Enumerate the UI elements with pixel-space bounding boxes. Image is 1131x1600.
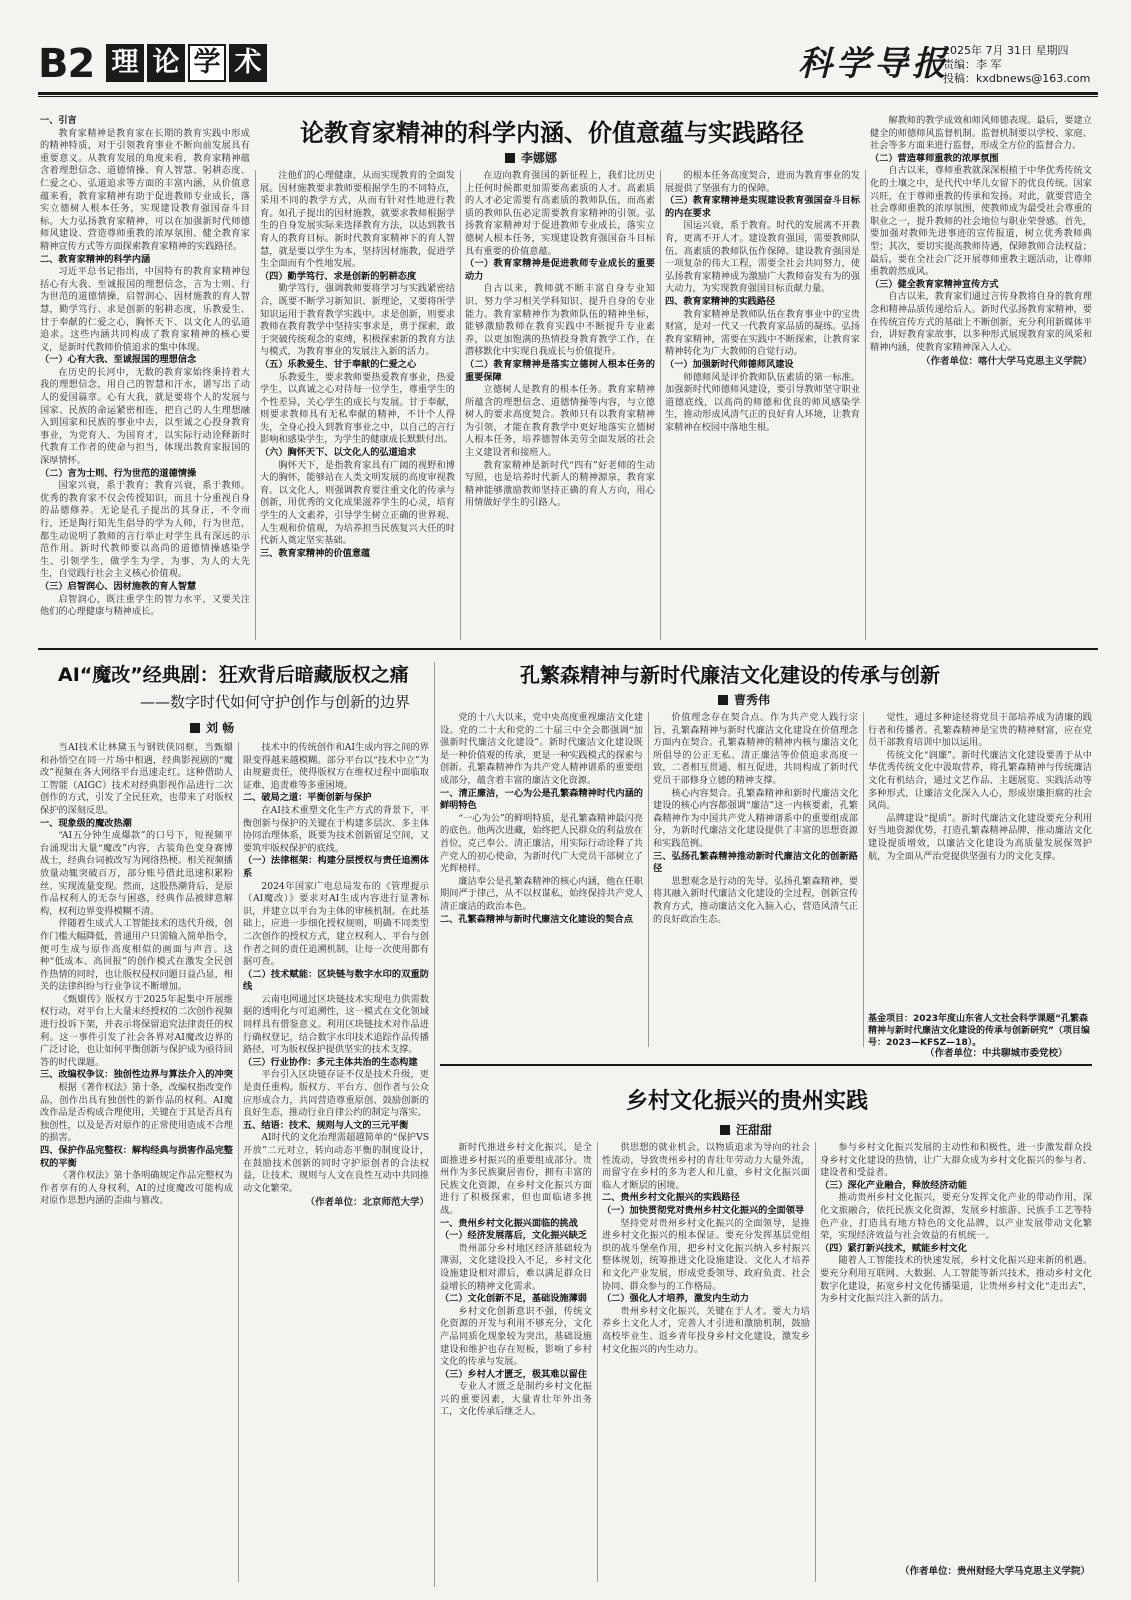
section-heading: 二、教育家精神的科学内涵 [40, 253, 151, 265]
section-heading: 四、保护作品完整权：解构经典与损害作品完整权的平衡 [40, 1145, 233, 1169]
section-heading: （二）言为士则、行为世范的道德情操 [40, 467, 197, 479]
section-title-char: 术 [229, 44, 267, 82]
column-divider [238, 742, 239, 1582]
column-divider [815, 1142, 816, 1582]
article-3-col-1: 党的十八大以来，党中央高度重视廉洁文化建设。党的二十大和党的二十届三中全会都强调“加强新时代廉洁文化建设”。新时代廉洁文化建设既是一种价值观的传承，更是一种实践模式的探索与创新。孔繁森精神作为共产党人精神谱系的重要组成部分，蕴含着丰富的廉洁文化资源。 一、清正廉洁，一心为公是孔繁森精神时代内涵的鲜明特色 “一心为公”的鲜明特质，是孔繁森精神最闪亮的底色。他两次进藏，始终把人民群众的利益放在首位，克己奉公、清正廉洁，用实际行动诠释了共产党人的初心使命，为新时代广大党员干部树立了光辉榜样。 廉洁奉公是孔繁森精神的核心内涵，他在任职期间严于律己，从不以权谋私，始终保持共产党人清正廉洁的政治本色。 二、孔繁森精神与新时代廉洁文化建设的契合点 [440, 712, 643, 925]
section-heading: 一、清正廉洁，一心为公是孔繁森精神时代内涵的鲜明特色 [440, 787, 643, 812]
column-divider [255, 170, 256, 640]
section-heading: （一）心有大我、至诚报国的理想信念 [40, 354, 197, 366]
fund-note-text: 基金项目：2023年度山东省人文社会科学课题“孔繁森精神与新时代廉洁文化建设的传承与创新研究”（项目编号：2023—KFSZ—18）。 [868, 1014, 1090, 1048]
column-divider [434, 662, 435, 1587]
issue-info [943, 44, 1090, 86]
section-title-char: 理 [106, 44, 144, 82]
section-heading: （二）强化人才培养，激发内生动力 [602, 1293, 749, 1305]
section-heading: （三）行业协作：多元主体共治的生态构建 [243, 1056, 418, 1068]
section-heading: （二）营造尊师重教的浓厚氛围 [870, 152, 999, 164]
section-heading: 三、教育家精神的价值意蕴 [260, 547, 371, 559]
section-heading: （一）法律框架：构建分层授权与责任追溯体系 [243, 855, 429, 879]
section-heading: （三）乡村人才匮乏，极其难以留住 [440, 1368, 587, 1380]
section-rule [440, 1064, 1092, 1066]
article-3-author: 曹秀伟 [734, 693, 771, 707]
article-4-affiliation: （作者单位：贵州财经大学马克思主义学院） [900, 1566, 1091, 1577]
article-1-author: 李娜娜 [521, 151, 558, 165]
masthead-rule [38, 92, 1098, 95]
section-heading: （六）胸怀天下、以文化人的弘道追求 [260, 447, 417, 459]
issue-editor: 责编：李 军 [943, 58, 1002, 71]
column-divider [648, 712, 649, 1047]
column-divider [660, 170, 661, 640]
article-3-affiliation: （作者单位：中共聊城市委党校） [925, 1048, 1068, 1059]
section-heading: （二）技术赋能：区块链与数字水印的双重防线 [243, 968, 429, 993]
section-heading: 二、孔繁森精神与新时代廉洁文化建设的契合点 [440, 913, 633, 925]
article-2-subtitle: ——数字时代如何守护创作与创新的边界 [140, 693, 411, 711]
article-1-affiliation: （作者单位：喀什大学马克思主义学院） [920, 356, 1092, 368]
section-heading: （三）教育家精神是实现建设教育强国奋斗目标的内在要求 [665, 195, 860, 219]
section-heading: 一、贵州乡村文化振兴面临的挑战 [440, 1217, 578, 1229]
section-heading: 三、弘扬孔繁森精神推动新时代廉洁文化的创新路径 [653, 850, 858, 875]
section-heading: 二、贵州乡村文化振兴的实践路径 [602, 1192, 740, 1204]
article-2-title: AI“魔改”经典剧：狂欢背后暗藏版权之痛 [58, 664, 409, 686]
article-2-col-1: 当AI技术让林黛玉与钢铁侠同框，当甄嬛和孙悟空在同一片场中相遇，经典影视剧的“魔改”视频在各大网络平台迅速走红。这种借助人工智能（AIGC）技术对经典影视作品进行二次创作的方式，引发了全民狂欢，也带来了对版权保护的深刻反思。 一、现象级的魔改热潮 “AI五分钟生成爆款”的口号下，短视频平台涌现出大量“魔改”内容，古装角色变身赛博战士，经典台词被改写为网络热梗。相关视频播放量动辄突破百万，部分账号借此迅速积累粉丝、实现流量变现。然而，这股热潮背后，是原作品权利人的无奈与困惑，经典作品被肆意解构，权利边界变得模糊不清。 伴随着生成式人工智能技术的迭代升级，创作门槛大幅降低，普通用户只需输入简单指令，便可生成与原作高度相似的画面与声音。这种“低成本、高回报”的创作模式在激发全民创作热情的同时，也让版权侵权问题日益凸显，相关的法律纠纷与行业争议不断增加。 《甄嬛传》版权方于2025年起集中开展维权行动，对平台上大量未经授权的二次创作视频进行投诉下架，并表示将保留追究法律责任的权利。这一事件引发了社会各界对AI魔改边界的广泛讨论，也让如何平衡创新与保护成为亟待回答的时代课题。 三、改编权争议：独创性边界与算法介入的冲突 根据《著作权法》第十条，改编权指改变作品，创作出具有独创性的新作品的权利。AI魔改作品是否构成合理使用，关键在于其是否具有独创性，以及是否对原作的正常使用造成不合理的损害。 四、保护作品完整权：解构经典与损害作品完整权的平衡 《著作权法》第十条明确规定作品完整权为作者享有的人身权利，AI的过度魔改可能构成对原作思想内涵的歪曲与篡改。 [40, 742, 233, 1207]
section-heading: 一、引言 [40, 115, 77, 126]
section-heading: （四）勤学笃行、求是创新的躬耕态度 [260, 270, 417, 282]
article-2-byline [190, 720, 234, 736]
section-heading: 三、改编权争议：独创性边界与算法介入的冲突 [40, 1069, 233, 1081]
article-4-col-2: 供思想的就业机会，以物质追求为导向的社会性流动，导致贵州乡村的青壮年劳动力大量外流，而留守在乡村的多为老人和儿童，乡村文化振兴面临人才断层的困境。 二、贵州乡村文化振兴的实践路径 （一）加快贯彻党对贵州乡村文化振兴的全面领导 坚持党对贵州乡村文化振兴的全面领导，是推进乡村文化振兴的根本保证。要充分发挥基层党组织的战斗堡垒作用，把乡村文化振兴纳入乡村振兴整体规划，统筹推进文化设施建设、文化人才培养和文化产业发展，形成党委领导、政府负责、社会协同、群众参与的工作格局。 （二）强化人才培养，激发内生动力 贵州乡村文化振兴，关键在于人才。要大力培养乡土文化人才，完善人才引进和激励机制，鼓励高校毕业生、返乡青年投身乡村文化建设，激发乡村文化振兴的内生动力。 [602, 1142, 810, 1355]
article-3-byline [718, 692, 770, 708]
section-heading: （四）紧打新兴技术，赋能乡村文化 [820, 1242, 967, 1254]
section-rule [38, 648, 1098, 650]
column-divider [460, 170, 461, 640]
article-1-title: 论教育家精神的科学内涵、价值意蕴与实践路径 [300, 119, 804, 147]
section-heading: （一）经济发展落后，文化振兴缺乏 [440, 1230, 587, 1242]
article-1-col-4: 的根本任务高度契合，进而为教育事业的发展提供了坚强有力的保障。 （三）教育家精神是实现建设教育强国奋斗目标的内在要求 国运兴衰，系于教育。时代的发展离不开教育，更离不开人才。建设教育强国，需要教师队伍、高素质的教师队伍作保障。建设教育强国是一项复杂的伟大工程，需要全社会共同努力，使弘扬教育家精神成为激励广大教师奋发有为的强大动力，为实现教育强国目标贡献力量。 四、教育家精神的实践路径 教育家精神是教师队伍在教育事业中的宝贵财富，是对一代又一代教育家品质的凝练。弘扬教育家精神，需要在实践中不断探索，让教育家精神转化为广大教师的自觉行动。 （一）加强新时代师德师风建设 师德师风是评价教师队伍素质的第一标准。加强新时代师德师风建设，要引导教师坚守职业道德底线，以高尚的师德和优良的师风感染学生，推动形成风清气正的良好育人环境，让教育家精神在校园中落地生根。 [665, 170, 860, 433]
article-3-fund-note [868, 1013, 1092, 1049]
article-4-byline [720, 1122, 772, 1138]
issue-date: 2025年 7月 31日 星期四 [943, 44, 1069, 57]
section-heading: 四、教育家精神的实践路径 [665, 295, 776, 307]
article-2-col-2: 技术中的传统创作和AI生成内容之间的界限变得越来越模糊。部分平台以“技术中立”为由规避责任，使得版权方在维权过程中面临取证难、追责难等多重困境。 二、破局之道：平衡创新与保护 在AI技术重塑文化生产方式的背景下，平衡创新与保护的关键在于构建多层次、多主体协同治理体系，既要为技术创新留足空间，又要筑牢版权保护的底线。 （一）法律框架：构建分层授权与责任追溯体系 2024年国家广电总局发布的《管理提示（AI魔改）》要求对AI生成内容进行显著标识，并建立以平台为主体的审核机制。在此基础上，应进一步细化授权规则，明确不同类型二次创作的授权方式，建立权利人、平台与创作者之间的责任追溯机制，让每一次使用都有据可查。 （二）技术赋能：区块链与数字水印的双重防线 云南电网通过区块链技术实现电力供需数据的透明化与可追溯性，这一模式在文化领域同样具有借鉴意义。利用区块链技术对作品进行确权登记，结合数字水印技术追踪作品传播路径，可为版权保护提供坚实的技术支撑。 （三）行业协作：多元主体共治的生态构建 平台引入区块链存证不仅是技术升级，更是责任重构。版权方、平台方、创作者与公众应形成合力，共同营造尊重原创、鼓励创新的良好生态，推动行业自律公约的制定与落实。 五、结语：技术、规则与人文的三元平衡 AI时代的文化治理需超越简单的“保护VS开放”二元对立，转向动态平衡的制度设计，在鼓励技术创新的同时守护原创者的合法权益，让技术、规则与人文在良性互动中共同推动文化繁荣。 （作者单位：北京师范大学） [243, 742, 429, 1209]
section-heading: （一）教育家精神是促进教师专业成长的重要动力 [465, 258, 655, 282]
article-1-byline [505, 150, 557, 166]
article-1-col-5: 解教师的教学成效和师风师德表现。最后，要建立健全的师德师风监督机制。监督机制要以学校、家庭、社会等多方面来进行监督，形成全方位的监督合力。 （二）营造尊师重教的浓厚氛围 自古以来，尊师重教就深深根植于中华优秀传统文化的土壤之中，是代代中华儿女留下的优良传统。国家兴旺，在于尊师重教的传承和发扬。对此，就要营造全社会尊师重教的浓厚氛围，使教师成为最受社会尊重的职业之一，提升教师的社会地位与职业荣誉感。首先，要加强对教师先进事迹的宣传报道，树立优秀教师典型；其次，要切实提高教师待遇，保障教师合法权益；最后，要在全社会广泛开展尊师重教主题活动，让尊师重教蔚然成风。 （三）健全教育家精神宣传方式 自古以来，教育家们通过言传身教将自身的教育理念和精神品质传递给后人。新时代弘扬教育家精神，要在传统宣传方式的基础上不断创新，充分利用新媒体平台，讲好教育家故事，以多种形式展现教育家的风采和精神内涵，使教育家精神深入人心。 （作者单位：喀什大学马克思主义学院） [870, 115, 1092, 368]
section-title [106, 44, 267, 82]
section-heading: （五）乐教爱生、甘于奉献的仁爱之心 [260, 358, 417, 370]
section-heading: （二）文化创新不足，基础设施薄弱 [440, 1293, 587, 1305]
section-heading: 一、现象级的魔改热潮 [40, 817, 132, 829]
section-heading: 五、结语：技术、规则与人文的三元平衡 [243, 1119, 409, 1131]
column-divider [863, 712, 864, 1047]
section-heading: 二、破局之道：平衡创新与保护 [243, 792, 372, 804]
article-4-title: 乡村文化振兴的贵州实践 [626, 1089, 869, 1114]
article-3-col-3: 觉性，通过多种途径将党员干部培养成为清廉的践行者和传播者。孔繁森精神是宝贵的精神财富，应在党员干部教育培训中加以运用。 传统文化“润廉”。新时代廉洁文化建设要善于从中华优秀传统文化中汲取营养，将孔繁森精神与传统廉洁文化有机结合，通过文艺作品、主题展览、实践活动等多种形式，让廉洁文化深入人心，形成崇廉拒腐的社会风尚。 品牌建设“提质”。新时代廉洁文化建设要充分利用好当地资源优势，打造孔繁森精神品牌，推动廉洁文化建设提质增效，以廉洁文化建设为高质量发展保驾护航，为全面从严治党提供坚强有力的文化支撑。 [868, 712, 1092, 862]
column-divider [597, 1142, 598, 1582]
section-heading: （三）深化产业融合，释放经济动能 [820, 1179, 967, 1191]
column-divider [865, 170, 866, 640]
page-number: B2 [38, 41, 95, 87]
article-2-author: 刘 畅 [206, 721, 235, 735]
article-2-affiliation: （作者单位：北京师范大学） [305, 1197, 429, 1209]
article-1-col-2: 注他们的心理健康，从而实现教育的全面发展。因材施教要求教师要根据学生的不同特点，采用不同的教学方式，从而有针对性地进行教育。如孔子提出的因材施教，就要求教师根据学生的自身发展实际来选择教育方法，以达到教书育人的教育目标。新时代教育家精神下的育人智慧，就是要以学生为本，坚持因材施教，促进学生全面而有个性地发展。 （四）勤学笃行、求是创新的躬耕态度 勤学笃行，强调教师要将学习与实践紧密结合，既要不断学习新知识、新理论，又要将所学知识运用于教育教学实践中。求是创新，则要求教师在教育教学中坚持实事求是，勇于探索，敢于突破传统观念的束缚，积极探索新的教育方法与模式，为教育事业的发展注入新的活力。 （五）乐教爱生、甘于奉献的仁爱之心 乐教爱生，要求教师要热爱教育事业，热爱学生，以真诚之心对待每一位学生，尊重学生的个性差异，关心学生的成长与发展。甘于奉献，则要求教师具有无私奉献的精神，不计个人得失，全身心投入到教育事业之中，以自己的言行影响和感染学生，为学生的健康成长默默付出。 （六）胸怀天下、以文化人的弘道追求 胸怀天下，是指教育家具有广阔的视野和博大的胸怀，能够站在人类文明发展的高度审视教育。以文化人，则强调教育要注重文化的传承与创新，用优秀的文化成果滋养学生的心灵，培育学生的人文素养，引导学生树立正确的世界观、人生观和价值观，为培养担当民族复兴大任的时代新人奠定坚实基础。 三、教育家精神的价值意蕴 [260, 170, 455, 559]
article-3-title: 孔繁森精神与新时代廉洁文化建设的传承与创新 [520, 663, 940, 687]
article-3-col-2: 价值理念存在契合点。作为共产党人践行宗旨，孔繁森精神与新时代廉洁文化建设在价值理念方面内在契合。孔繁森精神的精神内核与廉洁文化所倡导的公正无私、清正廉洁等价值追求高度一致，二者相互贯通、相互促进，共同构成了新时代党员干部修身立德的精神支撑。 核心内容契合。孔繁森精神和新时代廉洁文化建设的核心内容都强调“廉洁”这一内核要素，孔繁森精神作为中国共产党人精神谱系中的重要组成部分，为新时代廉洁文化建设提供了丰富的思想资源和实践范例。 三、弘扬孔繁森精神推动新时代廉洁文化的创新路径 思想观念是行动的先导。弘扬孔繁森精神，要将其融入新时代廉洁文化建设的全过程，创新宣传教育方式，推动廉洁文化入脑入心，营造风清气正的良好政治生态。 [653, 712, 858, 925]
section-heading: （三）健全教育家精神宣传方式 [870, 278, 999, 290]
section-title-char: 论 [147, 44, 185, 82]
masthead-rule-thin [38, 96, 1098, 97]
section-title-char: 学 [188, 44, 226, 82]
article-1-col-3: 在迈向教育强国的新征程上，我们比历史上任何时候都更加需要高素质的人才。高素质的人才必定需要有高素质的教师队伍，而高素质的教师队伍必定需要教育家精神的引领。弘扬教育家精神对于促进教师专业成长，落实立德树人根本任务，实现建设教育强国奋斗目标具有重要的价值意蕴。 （一）教育家精神是促进教师专业成长的重要动力 自古以来，教师就不断丰富自身专业知识、努力学习相关学科知识、提升自身的专业能力。教育家精神作为教师队伍的精神坐标，能够激励教师在教育实践中不断提升专业素养，以更加饱满的热情投身教育教学工作，在潜移默化中实现自我成长与价值提升。 （二）教育家精神是落实立德树人根本任务的重要保障 立德树人是教育的根本任务。教育家精神所蕴含的理想信念、道德情操等内容，与立德树人的要求高度契合。教师只有以教育家精神为引领，才能在教育教学中更好地落实立德树人根本任务，培养德智体美劳全面发展的社会主义建设者和接班人。 教育家精神是新时代“四有”好老师的生动写照，也是培养时代新人的精神源泉，教育家精神能够激励教师坚持正确的育人方向，用心用情做好学生的引路人。 [465, 170, 655, 509]
article-1-col-1: 一、引言 教育家精神是教育家在长期的教育实践中形成的精神特质，对于引领教育事业不断向前发展具有重要意义。从教育发展的角度来看，教育家精神蕴含着理想信念、道德情操、育人智慧、躬耕态度、仁爱之心、弘道追求等方面的丰富内涵，从价值意蕴来看，教育家精神有助于促进教师专业成长，落实立德树人根本任务，实现建设教育强国奋斗目标。大力弘扬教育家精神，可以在加强新时代师德师风建设、营造尊师重教的浓厚氛围、健全教育家精神宣传方式等方面探索教育家精神的实践路径。 二、教育家精神的科学内涵 习近平总书记指出，中国特有的教育家精神包括心有大我、至诚报国的理想信念，言为士则、行为世范的道德情操，启智润心、因材施教的育人智慧，勤学笃行、求是创新的躬耕态度，乐教爱生、甘于奉献的仁爱之心，胸怀天下、以文化人的弘道追求。这些内涵共同构成了教育家精神的核心要义，是新时代教师价值追求的集中体现。 （一）心有大我、至诚报国的理想信念 在历史的长河中，无数的教育家始终秉持着大我的理想信念，用自己的智慧和汗水，谱写出了动人的爱国篇章。心有大我，就是要将个人的发展与国家、民族的命运紧密相连，把自己的人生理想融入到国家和民族的事业中去，以至诚之心投身教育事业，为党育人、为国育才，以实际行动诠释新时代教育工作者的使命与担当，体现出教育家报国的深厚情怀。 （二）言为士则、行为世范的道德情操 国家兴衰，系于教育；教育兴衰，系于教师。优秀的教育家不仅会传授知识，而且十分重视自身的品德修养。无论是孔子提出的其身正，不令而行，还是陶行知先生倡导的学为人师，行为世范，都生动说明了教师的言行举止对学生具有深远的示范作用。新时代教师要以高尚的道德情操感染学生、引领学生，做学生为学、为事、为人的大先生，自觉践行社会主义核心价值观。 （三）启智润心、因材施教的育人智慧 启智润心，既注重学生的智力水平，又要关注他们的心理健康与精神成长。 [40, 115, 250, 618]
section-heading: （一）加强新时代师德师风建设 [665, 358, 794, 370]
issue-email: 投稿：kxdbnews@163.com [943, 72, 1091, 85]
article-4-author: 汪甜甜 [736, 1123, 773, 1137]
section-heading: （二）教育家精神是落实立德树人根本任务的重要保障 [465, 358, 655, 383]
section-heading: （三）启智润心、因材施教的育人智慧 [40, 580, 197, 592]
newspaper-brand: 科学导报 [798, 44, 950, 84]
article-4-col-3: 参与乡村文化振兴发展的主动性和积极性，进一步激发群众投身乡村文化建设的热情，让广大群众成为乡村文化振兴的参与者、建设者和受益者。 （三）深化产业融合，释放经济动能 推动贵州乡村文化振兴，要充分发挥文化产业的带动作用，深化文旅融合，依托民族文化资源，发展乡村旅游、民族手工艺等特色产业，打造具有地方特色的文化品牌，以产业发展带动文化繁荣，实现经济效益与社会效益的有机统一。 （四）紧打新兴技术，赋能乡村文化 随着人工智能技术的快速发展，乡村文化振兴迎来新的机遇。要充分利用互联网、大数据、人工智能等新兴技术，推动乡村文化数字化建设，拓宽乡村文化传播渠道，让贵州乡村文化“走出去”，为乡村文化振兴注入新的活力。 [820, 1142, 1092, 1305]
article-4-col-1: 新时代推进乡村文化振兴，是全面推进乡村振兴的重要组成部分。贵州作为多民族聚居省份，拥有丰富的民族文化资源，在乡村文化振兴方面进行了积极探索，但也面临诸多挑战。 一、贵州乡村文化振兴面临的挑战 （一）经济发展落后，文化振兴缺乏 贵州部分乡村地区经济基础较为薄弱，文化建设投入不足，乡村文化设施建设相对滞后，难以满足群众日益增长的精神文化需求。 （二）文化创新不足，基础设施薄弱 乡村文化创新意识不强，传统文化资源的开发与利用不够充分，文化产品同质化现象较为突出，基础设施建设和维护也存在短板，影响了乡村文化的传承与发展。 （三）乡村人才匮乏，极其难以留住 专业人才匮乏是制约乡村文化振兴的重要因素，大量青壮年外出务工，文化传承后继乏人。 [440, 1142, 592, 1418]
masthead [38, 40, 1098, 88]
section-heading: （一）加快贯彻党对贵州乡村文化振兴的全面领导 [602, 1204, 805, 1216]
